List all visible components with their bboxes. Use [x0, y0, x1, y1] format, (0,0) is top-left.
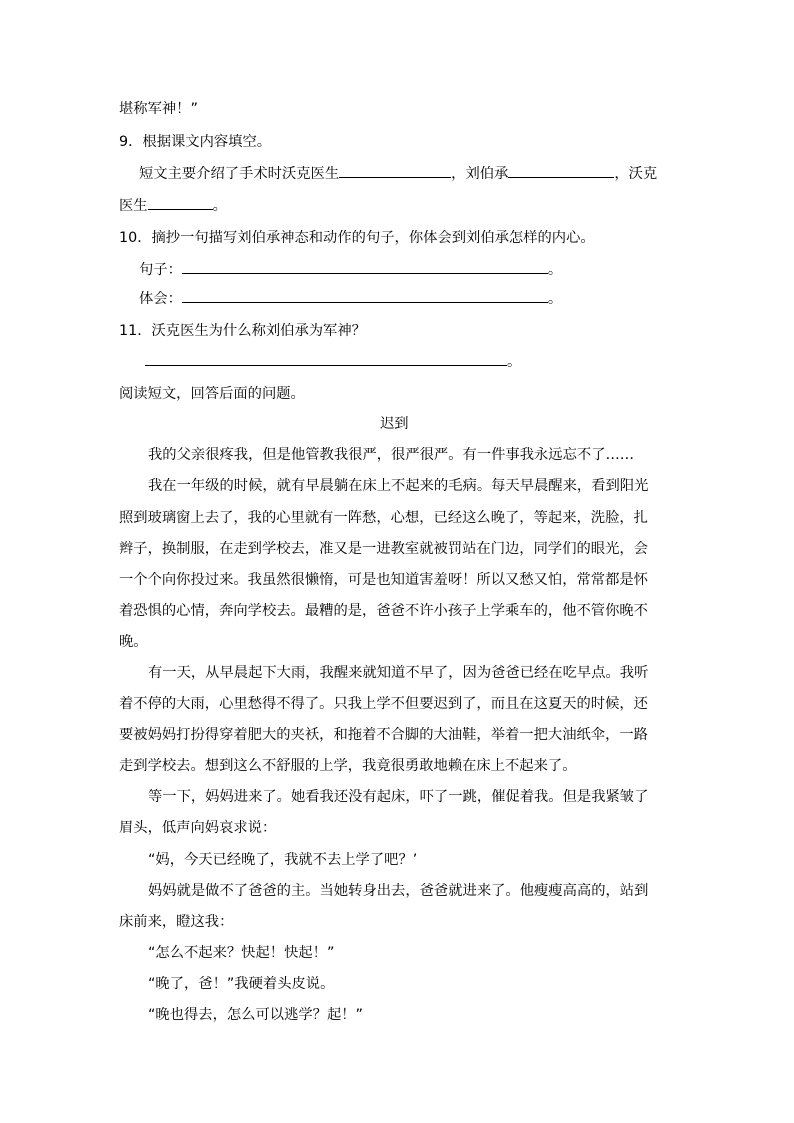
q10-feeling-blank[interactable] — [182, 290, 548, 303]
q10-feeling-label: 体会： — [139, 291, 182, 307]
story-line: 辫子，换制服，在走到学校去，准又是一进教室就被罚站在门边，同学们的眼光，会 — [119, 541, 648, 557]
reading-intro: 阅读短文，回答后面的问题。 — [119, 386, 305, 402]
story-line: “晚也得去，怎么可以逃学？起！” — [148, 1007, 363, 1023]
story-line: “怎么不起来？快起！快起！” — [148, 945, 335, 961]
q10-sentence-end: 。 — [547, 262, 563, 278]
q10-feeling-end: 。 — [547, 291, 563, 307]
story-line: 眉头，低声向妈哀求说： — [119, 820, 277, 836]
story-line: 妈妈就是做不了爸爸的主。当她转身出去，爸爸就进来了。他瘦瘦高高的，站到 — [148, 883, 649, 899]
header-fragment: 堪称军神！” — [119, 101, 198, 117]
q9-line1-mid: ，刘伯承 — [451, 166, 509, 182]
story-title: 迟到 — [380, 416, 409, 432]
story-line: 晚。 — [119, 634, 148, 650]
question-10-sentence-line — [139, 261, 562, 279]
q10-sentence-label: 句子： — [139, 262, 182, 278]
question-10-feeling-line — [139, 290, 562, 308]
story-line: 我的父亲很疼我，但是他管教我很严，很严很严。有一件事我永远忘不了…… — [148, 447, 635, 463]
story-line: “妈，今天已经晚了，我就不去上学了吧？’ — [148, 852, 418, 868]
story-line: 等一下，妈妈进来了。她看我还没有起床，吓了一跳，催促着我。但是我紧皱了 — [148, 789, 649, 805]
q10-sentence-blank[interactable] — [182, 261, 548, 274]
story-line: 着恐惧的心情，奔向学校去。最糟的是，爸爸不许小孩子上学乘车的，他不管你晚不 — [119, 603, 648, 619]
question-11-answer-line — [145, 353, 521, 371]
q9-blank-1[interactable] — [339, 165, 451, 178]
q9-line1-suffix: ，沃克 — [614, 166, 658, 182]
question-9-label: 9．根据课文内容填空。 — [119, 134, 272, 150]
q9-line2-prefix: 医生 — [119, 198, 148, 214]
q11-answer-blank[interactable] — [145, 353, 507, 366]
question-9-line-2 — [119, 197, 227, 215]
story-line: “晚了，爸！”我硬着头皮说。 — [148, 976, 335, 992]
q11-end: 。 — [507, 354, 522, 370]
q9-line2-suffix: 。 — [212, 198, 227, 214]
q9-blank-2[interactable] — [508, 165, 614, 178]
story-line: 有一天，从早晨起下大雨，我醒来就知道不早了，因为爸爸已经在吃早点。我听 — [148, 665, 649, 681]
question-11-label: 11．沃克医生为什么称刘伯承为军神？ — [119, 323, 366, 339]
question-10-label: 10．摘抄一句描写刘伯承神态和动作的句子，你体会到刘伯承怎样的内心。 — [119, 230, 595, 246]
story-line: 一个个向你投过来。我虽然很懒惰，可是也知道害羞呀！所以又愁又怕，常常都是怀 — [119, 572, 648, 588]
story-line: 我在一年级的时候，就有早晨躺在床上不起来的毛病。每天早晨醒来，看到阳光 — [148, 478, 649, 494]
q9-blank-3[interactable] — [148, 197, 213, 210]
story-line: 照到玻璃窗上去了，我的心里就有一阵愁，心想，已经这么晚了，等起来，洗脸，扎 — [119, 510, 648, 526]
story-line: 走到学校去。想到这么不舒服的上学，我竟很勇敢地赖在床上不起来了。 — [119, 758, 577, 774]
story-line: 要被妈妈打扮得穿着肥大的夹袄，和拖着不合脚的大油鞋，举着一把大油纸伞，一路 — [119, 727, 648, 743]
story-line: 着不停的大雨，心里愁得不得了。只我上学不但要迟到了，而且在这夏天的时候，还 — [119, 696, 648, 712]
question-9-line-1 — [139, 165, 657, 183]
story-line: 床前来，瞪这我： — [119, 914, 234, 930]
q9-line1-prefix: 短文主要介绍了手术时沃克医生 — [139, 166, 340, 182]
